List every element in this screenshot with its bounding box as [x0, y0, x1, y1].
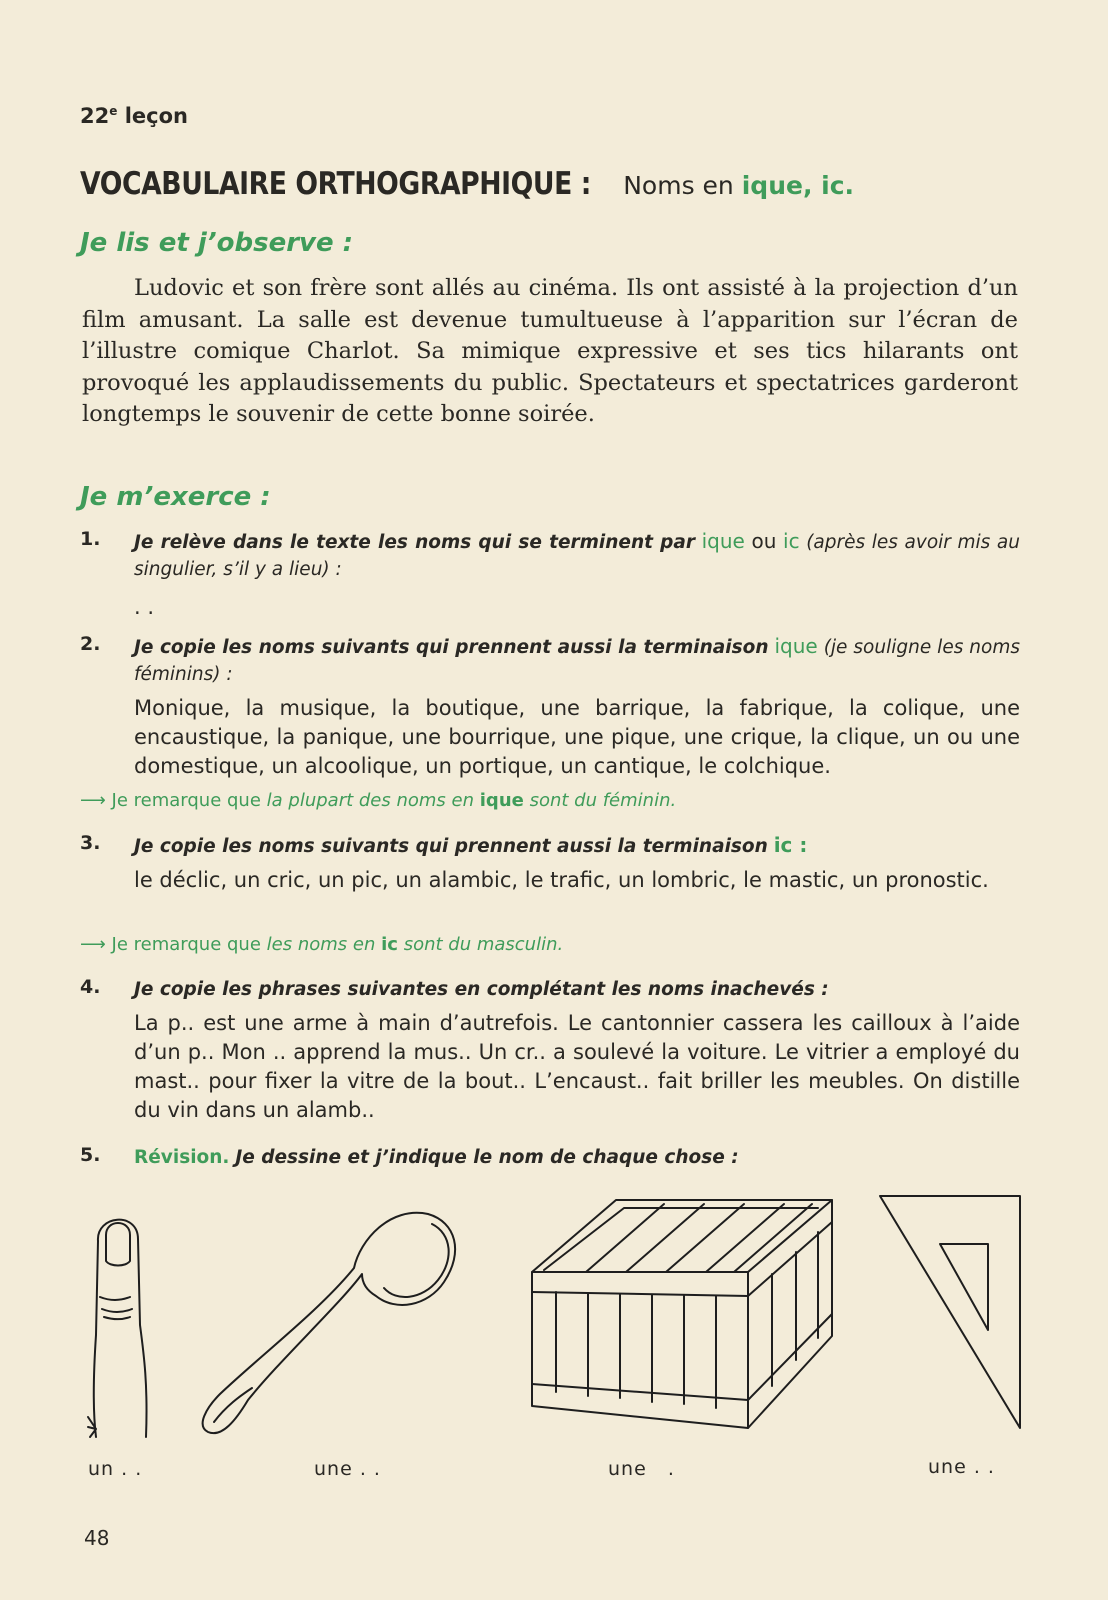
lesson-number: 22e leçon	[80, 104, 188, 128]
read-section-title: Je lis et j’observe :	[80, 228, 354, 258]
exercise-3-word-list: le déclic, un cric, un pic, un alambic, le trafic, un lombric, le mastic, un pronostic.	[134, 868, 989, 892]
set-square-drawing-icon	[876, 1192, 1026, 1432]
exercise-4-sentences: La p.. est une arme à main d’autrefois. Le cantonnier cassera les cailloux à l’aide d’un p.. Mon .. apprend la mus.. Un cr.. a soulevé la voiture. Le vitrier a employé du mast.. pour fixer la vitre de la bout.. L’encaust.. fait briller les meubles. On distille du vin dans un alamb..	[134, 1011, 1020, 1122]
exercise-3-instruction: Je copie les noms suivants qui prennent aussi la terminaison ic :	[134, 833, 808, 857]
exercise-3: 3. Je copie les noms suivants qui prennent aussi la terminaison ic : le déclic, un cric, un pic, un alambic, le trafic, un lombric, le mastic, un pronostic.	[80, 832, 1020, 895]
caption-spoon: une . .	[314, 1458, 381, 1480]
page-heading	[80, 166, 854, 202]
exercise-2-word-list: Monique, la musique, la boutique, une barrique, la fabrique, la colique, une encaustique, la panique, une bourrique, une pique, une crique, la clique, un ou une domestique, un alcoolique, un portique, un cantique, le colchique.	[134, 696, 1020, 778]
exercise-1: 1. Je relève dans le texte les noms qui se terminent par ique ou ic (après les avoir mis au singulier, s’il y a lieu) : . .	[80, 528, 1020, 622]
caption-finger: un . .	[88, 1458, 143, 1480]
exercise-2-instruction: Je copie les noms suivants qui prennent aussi la terminaison ique (je souligne les noms féminins) :	[134, 634, 1021, 685]
caption-set-square: une . .	[928, 1456, 995, 1478]
reading-text: Ludovic et son frère sont allés au cinéma. Ils ont assisté à la projection d’un film amusant. La salle est devenue tumultueuse à l’apparition sur l’écran de l’illustre comique Charlot. Sa mimique expressive et ses tics hilarants ont provoqué les applaudissements du public. Spectateurs et spectatrices garderont longtemps le souvenir de cette bonne soirée.	[82, 275, 1018, 427]
remark-feminine: ⟶ Je remarque que la plupart des noms en ique sont du féminin.	[80, 790, 677, 811]
crate-drawing-icon	[526, 1196, 836, 1436]
heading-subtitle: Noms en ique, ic.	[623, 171, 855, 200]
exercise-4-instruction: Je copie les phrases suivantes en complétant les noms inachevés :	[134, 979, 829, 1000]
remark-masculine: ⟶ Je remarque que les noms en ic sont du masculin.	[80, 934, 564, 955]
exercise-1-instruction: Je relève dans le texte les noms qui se terminent par ique ou ic (après les avoir mis au singulier, s’il y a lieu) :	[134, 529, 1020, 580]
exercise-section-title: Je m’exerce :	[80, 482, 271, 512]
exercise-5: 5. Révision. Je dessine et j’indique le nom de chaque chose :	[80, 1144, 1020, 1171]
exercise-4: 4. Je copie les phrases suivantes en complétant les noms inachevés : La p.. est une arme à main d’autrefois. Le cantonnier cassera les cailloux à l’aide d’un p.. Mon .. apprend la mus.. Un cr.. a soulevé la voiture. Le vitrier a employé du mast.. pour fixer la vitre de la bout.. L’encaust.. fait briller les meubles. On distille du vin dans un alamb..	[80, 976, 1020, 1125]
spoon-drawing-icon	[200, 1200, 470, 1440]
caption-crate: une .	[608, 1458, 675, 1480]
exercise-1-blank: . .	[134, 595, 155, 619]
exercise-5-instruction: Révision. Je dessine et j’indique le nom de chaque chose :	[134, 1147, 739, 1168]
finger-drawing-icon	[86, 1205, 166, 1445]
heading-title: VOCABULAIRE ORTHOGRAPHIQUE :	[80, 166, 591, 202]
page-number: 48	[84, 1526, 110, 1550]
exercise-2: 2. Je copie les noms suivants qui prennent aussi la terminaison ique (je souligne les noms féminins) : Monique, la musique, la boutique, une barrique, la fabrique, la colique, une encaustique, la panique, une bourrique, une pique, une crique, la clique, un ou une domestique, un alcoolique, un portique, un cantique, le colchique.	[80, 633, 1020, 781]
